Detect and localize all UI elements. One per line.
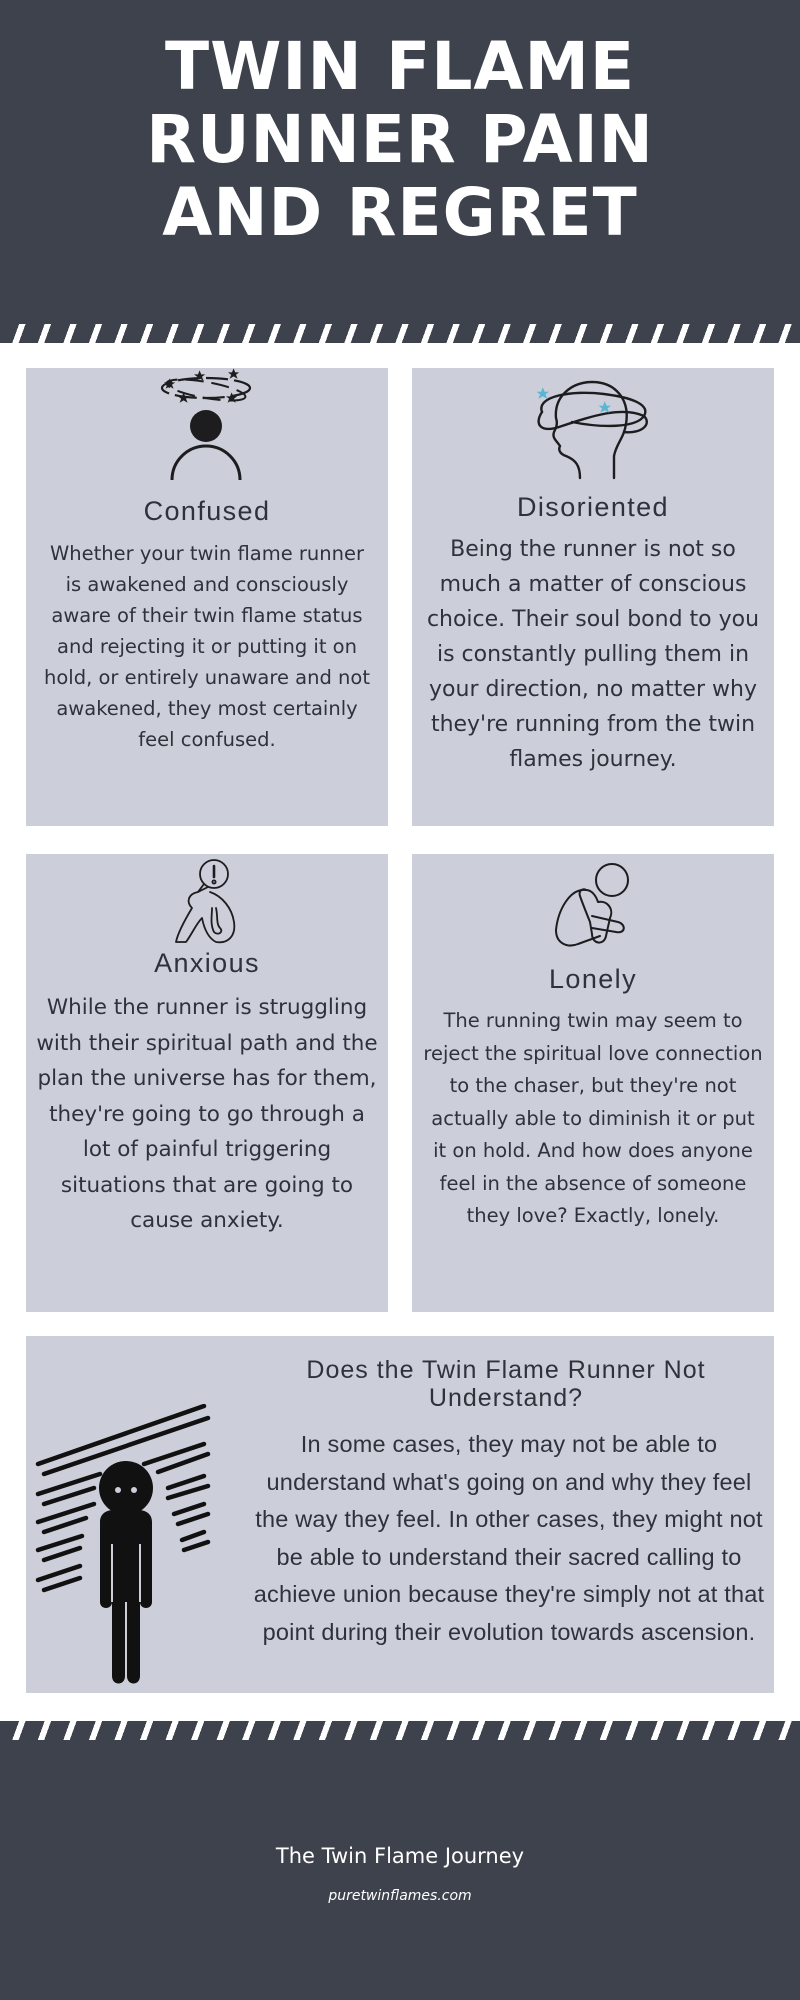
- card-does-not-understand: [26, 1336, 774, 1693]
- sad-standing-person-icon: [34, 1404, 214, 1686]
- card-lonely: [412, 854, 774, 1312]
- card-body: Whether your twin flame runner is awakened and consciously aware of their twin flame status and rejecting it or putting it on hold, or entirely unaware and not awakened, they most certainly feel confused.: [44, 542, 370, 751]
- dizzy-head-icon: [532, 376, 654, 481]
- card-anxious: [26, 854, 388, 1312]
- lonely-hugging-knees-icon: [552, 860, 636, 950]
- title-line-2: RUNNER PAIN: [146, 101, 654, 178]
- card-confused: [26, 368, 388, 826]
- dizzy-person-icon: [156, 368, 256, 483]
- card-body: Being the runner is not so much a matter of conscious choice. Their soul bond to you is constantly pulling them in your direction, no matter why they're running from the twin flames journey.: [426, 537, 760, 772]
- card-title: Disoriented: [517, 492, 669, 522]
- footer-title: The Twin Flame Journey: [275, 1844, 525, 1868]
- card-title: Confused: [143, 496, 271, 526]
- footer-url-link[interactable]: puretwinflames.com: [328, 1888, 472, 1904]
- card-disoriented: [412, 368, 774, 826]
- title-line-3: AND REGRET: [162, 174, 638, 251]
- card-title: Anxious: [154, 948, 260, 978]
- card-body: While the runner is struggling with their spiritual path and the plan the universe has for them, they're going to go through a lot of painful triggering situations that are going to cause anxiety.: [36, 995, 378, 1233]
- page-title: [8, 30, 792, 249]
- card-body: In some cases, they may not be able to understand what's going on and why they feel the way they feel. In other cases, they might not be able to understand their sacred calling to achieve union because they're simply not at that point during their evolution towards ascension.: [253, 1431, 765, 1645]
- stripe-divider-bottom: [0, 1721, 800, 1740]
- card-title: Lonely: [549, 964, 637, 994]
- stripe-divider-top: [0, 324, 800, 343]
- card-title: Does the Twin Flame Runner Not Understand?: [306, 1356, 706, 1412]
- anxious-sitting-person-icon: [174, 858, 244, 948]
- card-body: The running twin may seem to reject the spiritual love connection to the chaser, but they're not actually able to diminish it or put it on hold. And how does anyone feel in the absence of someone they love? Exactly, lonely.: [423, 1009, 763, 1227]
- footer: [0, 1740, 800, 2000]
- title-line-1: TWIN FLAME: [164, 28, 635, 105]
- header-banner: [0, 0, 800, 325]
